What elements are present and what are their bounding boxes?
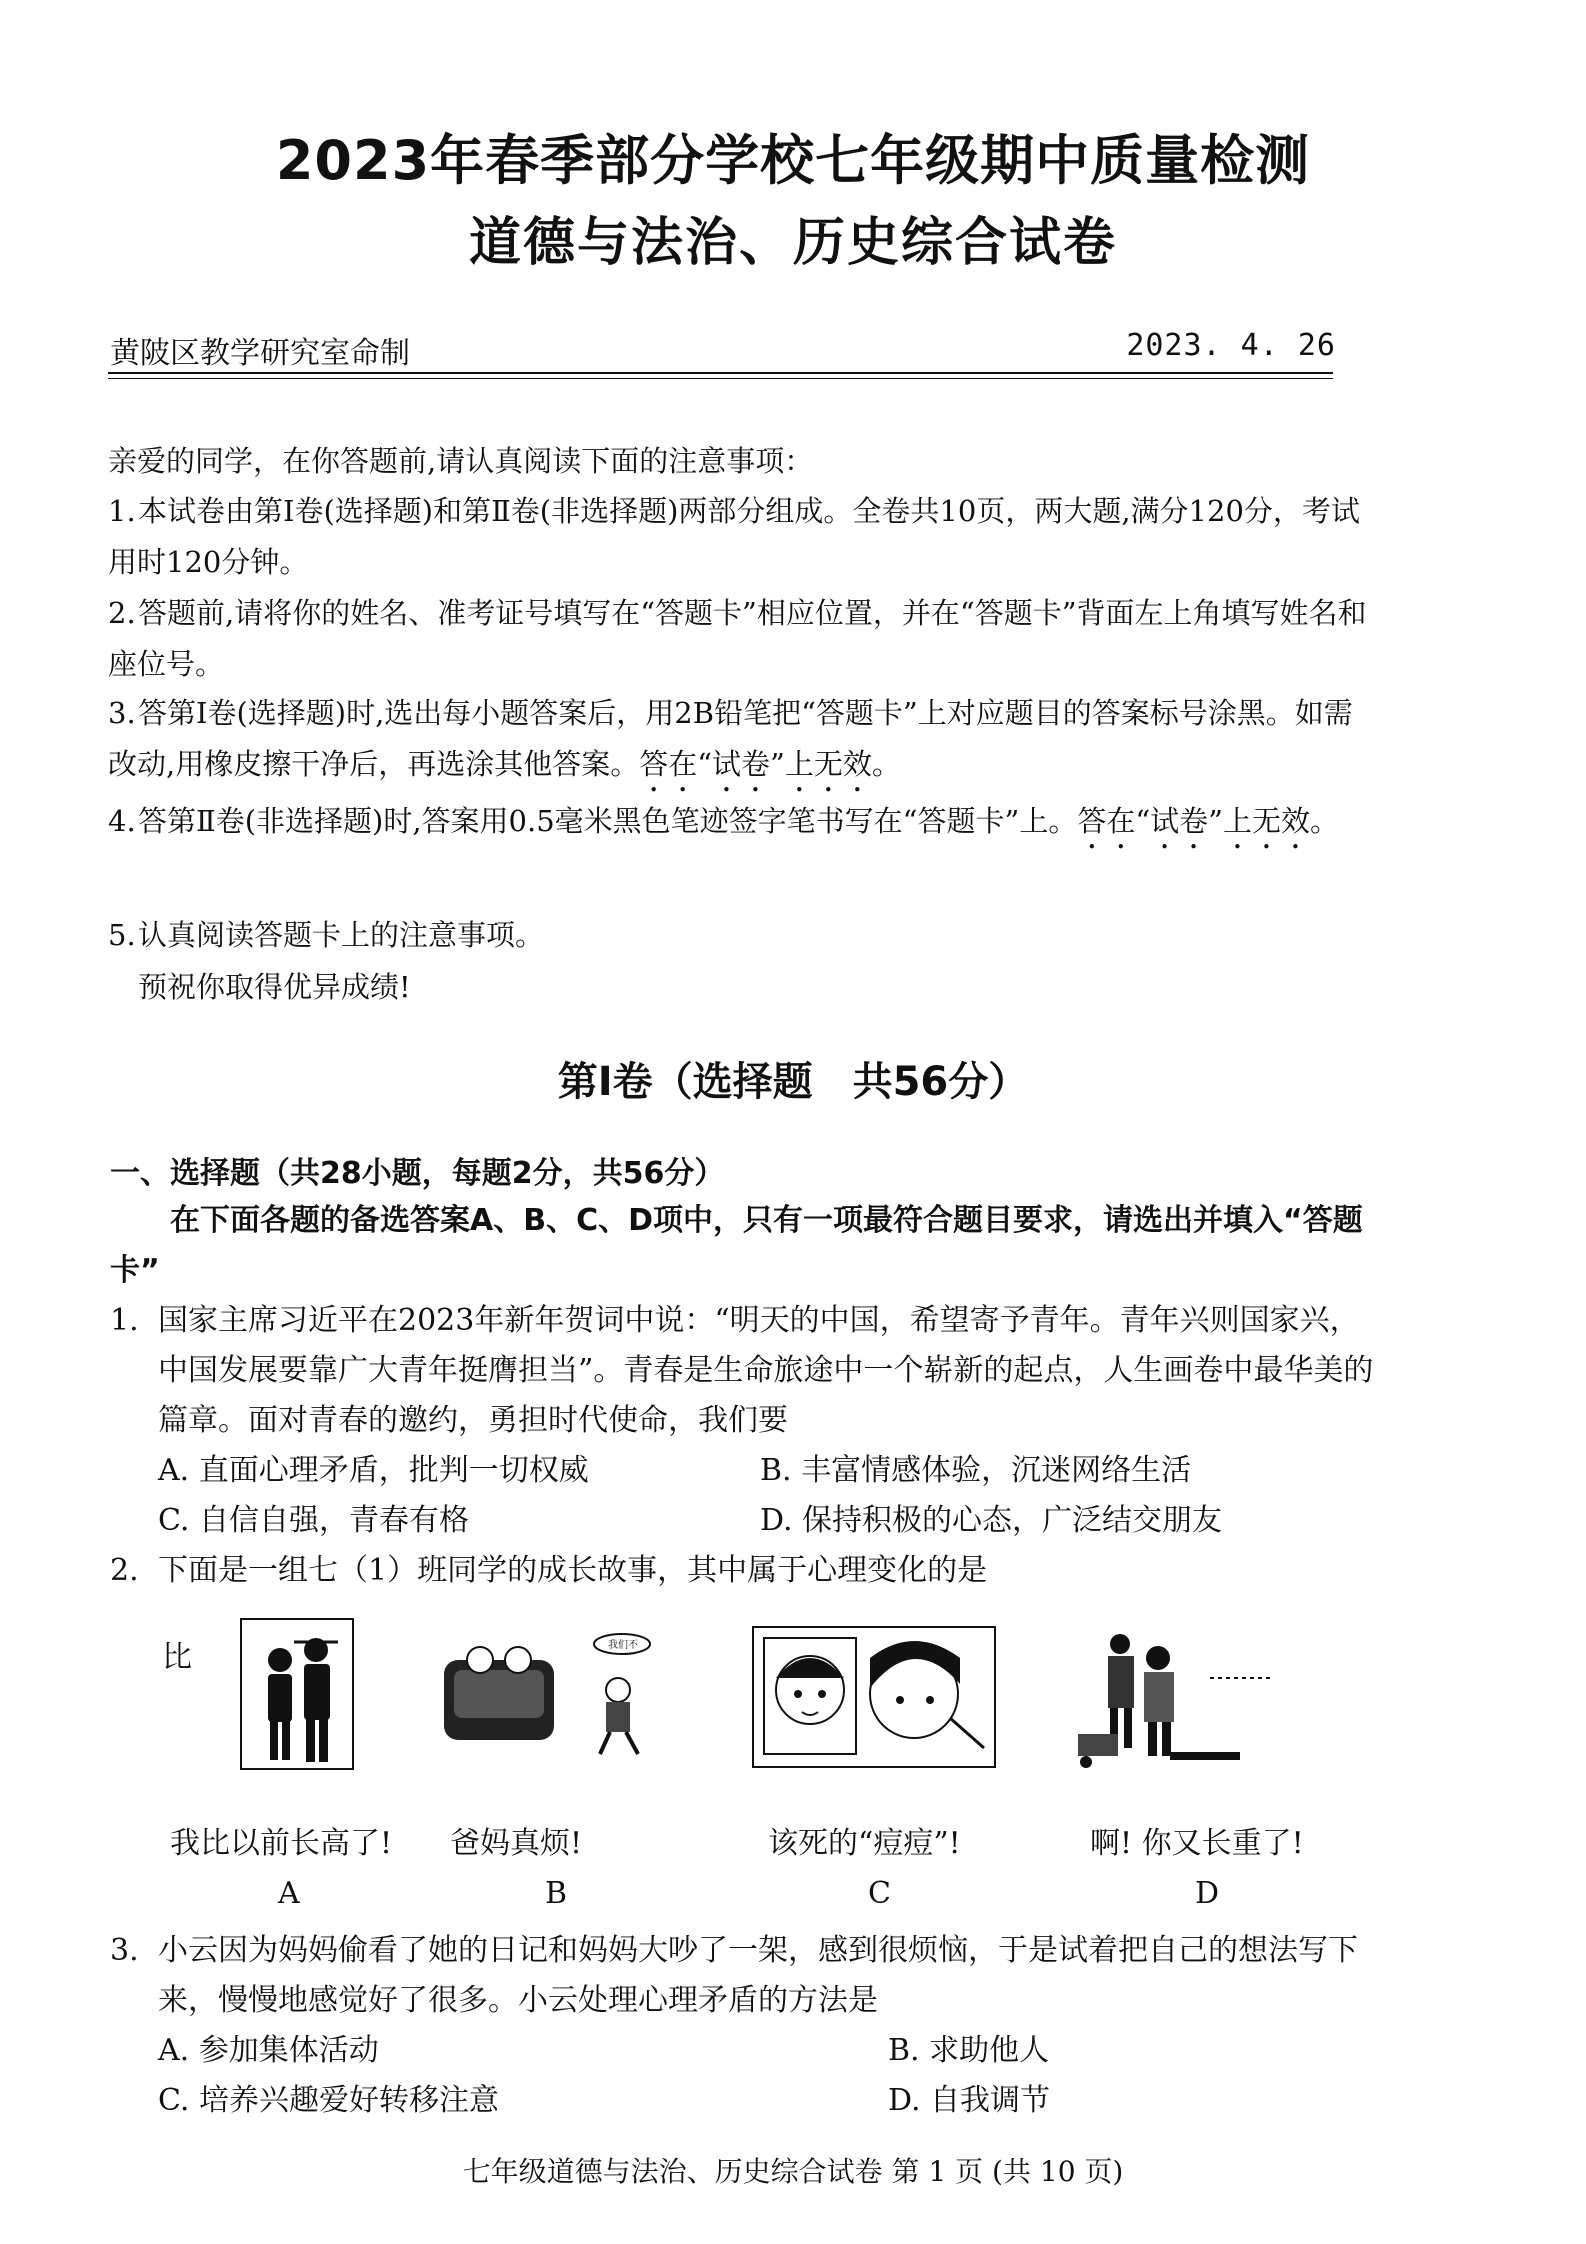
- header-rule: [108, 372, 1333, 374]
- picture-d-illustration: [1070, 1622, 1300, 1772]
- issuer: 黄陂区教学研究室命制: [110, 336, 410, 371]
- notice-item-number: 3.: [108, 696, 136, 730]
- q1-option-c: C. 自信自强，青春有格: [158, 1503, 469, 1538]
- notice-intro: 亲爱的同学，在你答题前,请认真阅读下面的注意事项：: [108, 444, 814, 478]
- notice-item-end: 。: [1310, 804, 1340, 838]
- page-footer: 七年级道德与法治、历史综合试卷 第 1 页 (共 10 页): [462, 2155, 1124, 2188]
- q3-option-d: D. 自我调节: [888, 2083, 1051, 2118]
- exam-date: 2023. 4. 26: [1126, 328, 1336, 363]
- q3-option-c: C. 培养兴趣爱好转移注意: [158, 2083, 499, 2118]
- q1-option-b: B. 丰富情感体验，沉迷网络生活: [760, 1453, 1192, 1488]
- question-stem: 下面是一组七（1）班同学的成长故事，其中属于心理变化的是: [158, 1553, 988, 1588]
- question-3: [110, 1926, 1380, 2026]
- question-number: 3.: [110, 1933, 139, 1968]
- speech-bubble-text: 我们不: [608, 1640, 638, 1651]
- notice-closing: 预祝你取得优异成绩!: [138, 970, 411, 1004]
- notice-item-1: [108, 486, 1368, 588]
- notice-emphasis: 答在“试卷”上无效: [639, 747, 872, 781]
- notice-item-3: [108, 688, 1368, 799]
- notice-item-text: 答题前,请将你的姓名、准考证号填写在“答题卡”相应位置，并在“答题卡”背面左上角填写姓名和座位号。: [108, 596, 1367, 681]
- picture-side-label: 比: [162, 1640, 192, 1675]
- notice-item-number: 1.: [108, 494, 136, 528]
- picture-b: [440, 1630, 670, 1760]
- notice-item-2: [108, 588, 1368, 690]
- section-title: 第Ⅰ卷（选择题 共56分）: [557, 1059, 1029, 1105]
- picture-d: [1070, 1622, 1300, 1772]
- q1-option-a: A. 直面心理矛盾，批判一切权威: [158, 1453, 589, 1488]
- part-heading: 一、选择题（共28小题，每题2分，共56分）: [110, 1156, 725, 1191]
- notice-item-end: 。: [871, 747, 901, 781]
- question-number: 1.: [110, 1303, 139, 1338]
- notice-item-5: [108, 910, 1368, 961]
- picture-letter-c: C: [868, 1876, 891, 1911]
- picture-letter-d: D: [1195, 1876, 1220, 1911]
- picture-c: [752, 1626, 996, 1768]
- question-1: [110, 1296, 1380, 1446]
- picture-a: [240, 1618, 354, 1770]
- picture-letter-a: A: [278, 1876, 300, 1911]
- question-stem: 国家主席习近平在2023年新年贺词中说：“明天的中国，希望寄予青年。青年兴则国家兴，中国发展要靠广大青年挺膺担当”。青春是生命旅途中一个崭新的起点，人生画卷中最华美的篇章。面对青春的邀约，勇担时代使命，我们要: [158, 1303, 1374, 1438]
- question-2: [110, 1546, 1380, 1596]
- q1-option-d: D. 保持积极的心态，广泛结交朋友: [760, 1503, 1223, 1538]
- notice-item-4: [108, 796, 1368, 856]
- caption-c: 该死的“痘痘”!: [768, 1826, 961, 1861]
- notice-item-text: 认真阅读答题卡上的注意事项。: [138, 918, 545, 952]
- header-rule-thin: [108, 378, 1333, 379]
- picture-c-illustration: [754, 1628, 994, 1766]
- picture-a-illustration: [242, 1620, 352, 1768]
- q3-option-a: A. 参加集体活动: [158, 2033, 379, 2068]
- part-instruction: 在下面各题的备选答案A、B、C、D项中，只有一项最符合题目要求，请选出并填入“答题卡”: [110, 1203, 1363, 1288]
- notice-item-number: 5.: [108, 918, 136, 952]
- question-number: 2.: [110, 1553, 139, 1588]
- notice-item-number: 2.: [108, 596, 136, 630]
- caption-d: 啊! 你又长重了!: [1090, 1826, 1304, 1861]
- picture-letter-b: B: [545, 1876, 568, 1911]
- notice-item-text: 答第Ⅰ卷(选择题)时,选出每小题答案后，用2B铅笔把“答题卡”上对应题目的答案标号涂黑。如需改动,用橡皮擦干净后，再选涂其他答案。: [108, 696, 1353, 781]
- notice-item-text: 本试卷由第Ⅰ卷(选择题)和第Ⅱ卷(非选择题)两部分组成。全卷共10页，两大题,满分120分，考试用时120分钟。: [108, 494, 1360, 579]
- question-stem: 小云因为妈妈偷看了她的日记和妈妈大吵了一架，感到很烦恼，于是试着把自己的想法写下来，慢慢地感觉好了很多。小云处理心理矛盾的方法是: [158, 1933, 1358, 2018]
- notice-item-number: 4.: [108, 804, 136, 838]
- exam-title-line1: 2023年春季部分学校七年级期中质量检测: [275, 129, 1311, 192]
- exam-title-line2: 道德与法治、历史综合试卷: [468, 213, 1117, 273]
- caption-a: 我比以前长高了!: [170, 1826, 393, 1861]
- caption-b: 爸妈真烦!: [450, 1826, 583, 1861]
- notice-emphasis: 答在“试卷”上无效: [1077, 804, 1310, 838]
- notice-item-text: 答第Ⅱ卷(非选择题)时,答案用0.5毫米黑色笔迹签字笔书写在“答题卡”上。: [138, 804, 1078, 838]
- q3-option-b: B. 求助他人: [888, 2033, 1050, 2068]
